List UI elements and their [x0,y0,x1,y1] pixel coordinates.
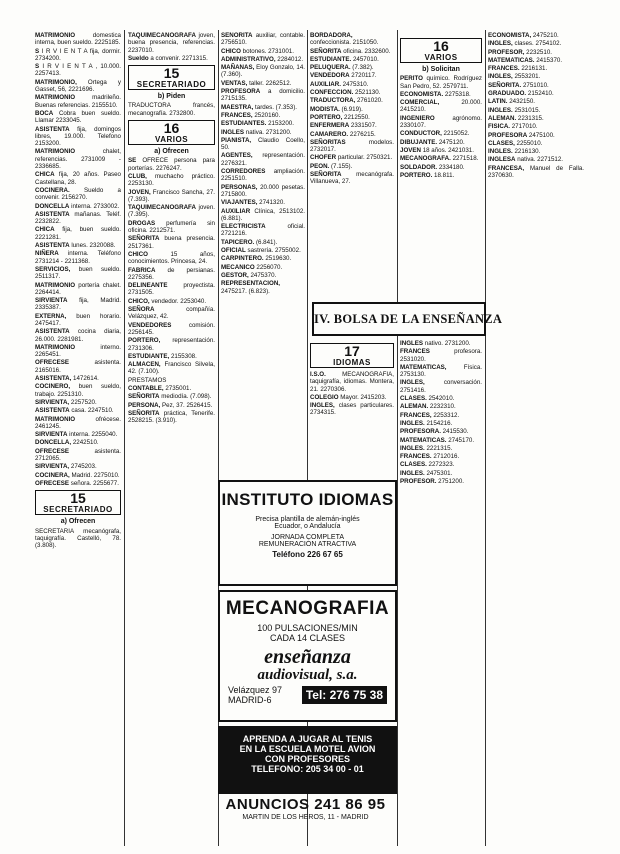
column-1 [35,32,121,832]
classified-entry: TAQUIMECANOGRAFA joven, buena presencia, referencias. 2237010. [128,32,215,54]
classified-entry: SIRVIENTA fija, Madrid. 2335387. [35,297,121,312]
classified-entry: CHICA fija, buen sueldo. 2221281. [35,226,121,241]
classified-entry: CHICO botones. 2731001. [221,47,294,55]
classified-entry: MATRIMONIO madrileño. Buenas referencias. 2155510. [35,94,121,109]
classified-list [400,340,482,485]
section-header-15: 15 SECRETARIADO [35,490,121,515]
ad-text: CADA 14 CLASES [269,633,346,643]
ad-brand: enseñanza [264,646,351,668]
classified-entry: GRADUADO. 2152410. [488,90,554,98]
classified-entry: PRESTAMOS [128,376,167,384]
classified-entry: FRANCES, 2520160. [221,111,281,119]
classified-entry: CLASES. 2272323. [400,461,455,469]
classified-entry: PEON. (7.155). [310,162,353,170]
classified-entry: PORTERO, 2212550. [310,113,370,121]
classified-entry: COCINERO, buen sueldo, trabajo. 2251310. [35,383,121,398]
classified-entry: INGLES. 2154216. [400,419,453,427]
classified-entry: SERVICIOS, buen sueldo. 2511317. [35,265,121,281]
classified-entry: ECONOMISTA, 2475210. [488,32,559,39]
classified-entry: Sueldo a convenir. 2271315. [128,54,208,62]
ad-title: INSTITUTO IDIOMAS [221,490,394,509]
classified-entry: ALMACEN, Francisco Silvela, 42. (7.100). [128,361,215,376]
column-5-lower [400,340,482,840]
ad-phone: TELEFONO: 205 34 00 - 01 [251,764,364,774]
classified-entry: MATRIMONIO portería chalet. 2264414. [35,281,121,296]
classified-list [310,371,394,417]
ad-tenis [218,726,397,794]
column-2 [128,32,215,832]
classified-entry: TRADUCTORA francés, mecanografía. 2732800. [128,102,215,117]
classified-entry: ASISTENTA lunes. 2320088. [35,242,116,250]
classified-entry: CHICO, vendedor. 2253040. [128,297,207,305]
classified-entry: I.S.O. MECANOGRAFIA, taquigrafía, idiomas. Montera, 21. 2270306. [310,371,394,393]
classified-entry: REPRESENTACION, 2475217. (6.823). [221,280,281,295]
classified-entry: ALEMAN. 2232310. [400,403,456,411]
classified-list [128,157,215,424]
classified-entry: CONFECCION. 2521130. [310,89,381,97]
ad-phone: Teléfono 226 67 65 [272,550,343,559]
classified-entry: ECONOMISTA. 2275318. [400,90,471,98]
classified-entry: VENDEDORA 2720117. [310,72,377,80]
classified-entry: INGLES. 2221315. [400,444,453,452]
classified-entry: JOVEN 18 años. 2421031. [400,146,474,154]
classified-entry: VIAJANTES, 2741320. [221,199,285,207]
classified-list [400,75,482,179]
classified-entry: CLUB, muchacho práctico. 2253130. [128,172,215,188]
classified-entry: INGLES nativo. 2731200. [400,340,471,347]
classified-entry: MATEMATICAS, Física. 2753130. [400,363,482,379]
column-6 [488,32,584,832]
classified-entry: PERSONA, Pez, 37. 2526415. [128,401,213,409]
column-5 [400,32,482,294]
section-subheading: b) Piden [157,93,186,101]
ad-text: REMUNERACIÓN ATRACTIVA [258,541,357,548]
classified-entry: PIANISTA, Claudio Coello, 50. [221,136,305,152]
classified-entry: PROFESORA 2475100. [488,131,555,139]
classified-entry: TRADUCTORA, 2761020. [310,97,383,105]
classified-entry: INGLES, 2553201. [488,73,541,81]
classified-entry: MATRIMONIO, Ortega y Gasset, 56, 2221696. [35,78,121,94]
section-subheading: b) Solicitan [422,66,460,73]
classified-entry: ELECTRICISTA oficial. 2721216. [221,223,305,238]
classified-entry: PROFESORA. 2415530. [400,428,469,436]
section-subheading: a) Ofrecen [60,518,96,526]
classified-list [310,32,394,186]
classified-entry: MAÑANAS, Eloy Gonzalo, 14. (7.360). [221,64,305,79]
ad-text: 100 PULSACIONES/MIN [257,623,358,633]
classified-entry: ASISTENTA fija, domingos libres, 19.000. Telefono 2153200. [35,125,121,148]
classified-entry: PROFESOR. 2751200. [400,478,464,486]
column-3 [221,32,305,472]
classified-entry: S I R V I E N T A fija, dormir. 2734200. [35,47,121,62]
classified-entry: INGLESA nativa. 2271512. [488,156,563,164]
classified-entry: PELUQUERA. (7.382). [310,64,374,72]
classified-entry: FRANCES, 2253312. [400,411,460,419]
ad-title: MECANOGRAFIA [225,598,390,619]
classified-entry: MATEMATICAS. 2415370. [488,56,563,64]
classified-entry: ENFERMERA 2331507. [310,122,377,130]
section-subheading: a) Ofrecen [154,148,189,156]
classified-entry: INGLES, clases particulares. 2734315. [310,402,394,417]
column-4-idiomas [310,340,394,490]
ad-brand: audiovisual, s.a. [257,667,358,683]
classified-entry: PERSONAS, 20.000 pesetas. 2715800. [221,183,305,198]
classified-entry: OFRECESE asistenta. 2712065. [35,447,121,463]
section-header-16: 16 VARIOS [128,120,215,145]
classified-entry: INGLES. 2216130. [488,148,541,156]
classified-entry: EXTERNA, buen horario. 2475417. [35,312,121,327]
classified-entry: FRANCES. 2216131. [488,65,548,73]
classified-entry: GESTOR, 2475370. [221,271,277,279]
ad-text: Precisa plantilla de alemán-inglés [255,516,360,523]
classified-entry: FRANCESA, Manuel de Falla. 2370630. [488,164,584,180]
classified-entry: MECANOGRAFA. 2271518. [400,155,479,163]
banner-title: IV. BOLSA DE LA ENSEÑANZA [314,312,503,326]
column-rule [485,30,486,846]
classified-entry: SEÑORITAS modelos. 2732017. [310,138,394,154]
ad-text: APRENDA A JUGAR AL TENIS [242,734,373,744]
classified-entry: MATRIMONIO chalet, referencias. 2731009 - 2336685. [35,148,121,171]
classified-entry: MODISTA. (6.919). [310,105,363,113]
classified-entry: FRANCES profesora. 2531020. [400,348,482,363]
classified-entry: SOLDADOR. 2334180. [400,163,465,171]
classified-entry: TAQUIMECANOGRAFA joven. (7.395). [128,204,215,219]
classified-entry: INGLES. 2531015. [488,106,541,114]
column-4 [310,32,394,292]
classified-entry: VENDEDORES comisión. 2256145. [128,321,215,336]
classified-entry: CONTABLE, 2735001. [128,384,192,392]
classified-entry: SE OFRECE persona para porterías. 2276247. [128,157,215,172]
classified-entry: OFRECESE señora. 2255677. [35,479,119,487]
classified-entry: SIRVIENTA interna. 2255040. [35,431,118,439]
classified-entry: JOVEN, Francisco Sancha, 27. (7.393). [128,188,215,203]
classified-entry: INGLES, clases. 2754102. [488,40,562,48]
classified-entry: ESTUDIANTE. 2457010. [310,55,379,63]
section-header-17: 17 IDIOMAS [310,343,394,368]
classified-entry: CAMARERO. 2276215. [310,130,376,138]
classified-entry: DIBUJANTE. 2475120. [400,138,465,146]
classified-entry: MAESTRA, tardes. (7.353). [221,103,297,111]
classified-entry: MATRIMONIO ofrécese. 2461245. [35,415,121,430]
classified-entry: COCINERA, Madrid. 2275010. [35,471,120,479]
classified-entry: INGLES, conversación. 2751416. [400,379,482,394]
classified-entry: AUXILIAR. 2475310. [310,80,369,88]
classified-entry: PORTERO, representación. 2731306. [128,337,215,352]
classified-entry: PORTERO. 18.811. [400,171,455,179]
column-4-lower [310,262,394,298]
ad-anuncios [218,796,393,832]
classified-entry: DELINEANTE proyectista. 2731505. [128,282,215,297]
classified-entry: AGENTES, representación. 2276321. [221,152,305,167]
ad-text: Ecuador, o Andalucía [274,523,341,530]
classified-entry: SEÑORITA práctica, Tenerife. 2528215. (3.910). [128,409,215,425]
classified-entry: SEÑORITA auxiliar, contable. 2756510. [221,32,305,47]
classified-entry: BOCA Cobra buen sueldo. Llamar 2233045. [35,109,121,125]
section-banner [312,302,503,336]
classified-entry: CHICO 15 años, conocimientos. Princesa, 24. [128,250,215,266]
ad-text: CON PROFESORES [264,754,350,764]
classified-entry: OFRECESE asistenta. 2165016. [35,359,121,374]
classified-list [35,32,121,487]
classified-entry: CHICA fija, 20 años. Paseo Castellana, 28. [35,171,121,186]
ad-address: MARTIN DE LOS HEROS, 11 - MADRID [242,814,369,821]
classified-entry: ALEMAN. 2231315. [488,114,544,122]
classified-entry: CONDUCTOR, 2215052. [400,130,470,138]
classified-entry: SIRVIENTA, 2745203. [35,463,97,471]
classified-entry: FISICA. 2717010. [488,123,538,131]
classified-entry: DONCELLA interna. 2733002. [35,202,120,210]
section-header-15: 15 SECRETARIADO [128,65,215,90]
classified-entry: VENTAS, taller. 2262512. [221,79,292,87]
classified-entry: SECRETARIA mecanógrafa, taquigrafía. Castelló, 78. (3.808). [35,527,121,550]
column-rule [307,30,308,846]
ad-title: ANUNCIOS 241 86 95 [225,796,386,813]
ad-phone: Tel: 276 75 38 [302,686,387,704]
classified-entry: FABRICA de persianas. 2275356. [128,266,215,281]
classified-entry: ASISTENTA mañanas. Teléf. 2232822. [35,210,121,226]
classified-entry: S I R V I E N T A , 10.000. 2257413. [35,63,121,78]
classified-entry: CLASES. 2542010. [400,395,455,403]
classified-list [488,32,584,179]
column-rule [397,30,398,846]
classified-entry: PROFESORA a domicilio. 2715135. [221,88,305,103]
classified-list [221,32,305,295]
classified-entry: NIÑERA interna. Teléfono 2731214 - 2211368. [35,250,121,265]
classified-entry: ASISTENTA casa. 2247510. [35,407,114,415]
ad-instituto-idiomas [218,480,397,586]
ad-mecanografia [218,590,397,722]
classified-entry: MATRIMONIO domestica interna, buen sueldo. 2225185. [35,32,121,47]
column-rule [218,30,219,846]
classified-entry: DONCELLA, 2242510. [35,439,99,447]
classified-entry: ASISTENTA, 1472614. [35,375,99,383]
classified-entry: PERITO químico. Rodríguez San Pedro, 52. 2579711. [400,75,482,90]
classified-entry: COMERCIAL, 20.000. 2415210. [400,99,482,114]
classified-entry: CORREDORES ampliación. 2251510. [221,168,305,183]
classified-entry: FRANCES. 2712016. [400,453,460,461]
classified-entry: SEÑORITA mecanógrafa. Villanueva, 27. [310,171,394,186]
classified-entry: CARPINTERO. 2519630. [221,255,292,263]
ad-text: JORNADA COMPLETA [271,534,344,541]
classified-entry: MECANICO 2256070. [221,263,283,271]
classified-entry: SEÑORITA. 2751010. [488,81,549,89]
classified-entry: INGLES. 2475301. [400,469,453,477]
classified-entry: MATRIMONIO interno. 2265451. [35,343,121,359]
ad-address: MADRID-6 [228,695,272,705]
ad-text: EN LA ESCUELA MOTEL AVION [239,744,376,754]
classified-entry: COLEGIO Mayor. 2415203. [310,393,387,401]
classified-entry: ESTUDIANTE, 2155308. [128,352,197,360]
ad-address: Velázquez 97 [228,685,283,695]
classified-entry: DROGAS perfumería sin oficina. 2212571. [128,219,215,235]
classified-entry: BORDADORA, confeccionista. 2151050. [310,32,379,47]
classified-entry: ESTUDIANTES. 2153200. [221,120,294,128]
classified-entry: ADMINISTRATIVO, 2284012. [221,55,304,63]
classified-entry: PROFESOR, 2232510. [488,48,552,56]
classified-entry: SEÑORA compañía. Velázquez, 42. [128,306,215,321]
classified-entry: TAPICERO. (6.841). [221,238,278,246]
column-rule [124,30,125,846]
classified-entry: OFICIAL sastrería. 2755002. [221,247,301,255]
classified-entry: ASISTENTA cocina diaria, 26.000. 2281981. [35,328,121,343]
classified-entry: MATEMATICAS. 2745170. [400,436,475,444]
classified-entry: SEÑORITA buena presencia. 2517361. [128,235,215,250]
classified-entry: CHOFER particular. 2750321. [310,154,393,162]
classified-entry: INGENIERO agrónomo. 2330107. [400,114,482,130]
classified-entry: CLASES, 2255010. [488,139,543,147]
section-header-16: 16 VARIOS [400,38,482,63]
classified-entry: SEÑORITA oficina. 2332600. [310,47,391,55]
classified-entry: SIRVIENTA, 2257520. [35,398,97,406]
classified-entry: INGLES nativa. 2731200. [221,128,292,136]
classified-entry: SEÑORITA mediodía. (7.098). [128,393,212,401]
classified-entry: COCINERA. Sueldo a convenir. 2156270. [35,186,121,202]
classified-entry: LATIN. 2432150. [488,98,536,106]
classified-entry: AUXILIAR Clínica, 2513102. (6.881). [221,207,305,222]
